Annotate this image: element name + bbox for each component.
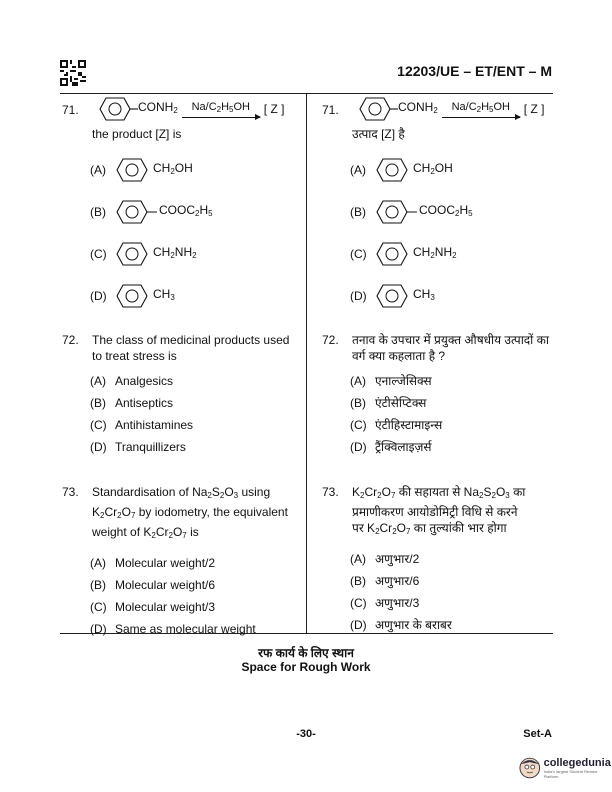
option-b[interactable]: (B) Molecular weight/6 (90, 578, 216, 592)
benzene-ring-icon (375, 199, 417, 225)
option-d[interactable]: (D) Same as molecular weight (90, 622, 256, 636)
question-72 (62, 332, 292, 364)
option-b[interactable]: (B) $COOC_2H_5$ (90, 198, 292, 226)
benzene-ring-icon (115, 241, 151, 267)
benzene-ring-icon (115, 283, 151, 309)
column-divider (306, 93, 307, 633)
question-number: 72. (62, 333, 79, 347)
option-c[interactable]: (C) $CH_2NH_2$ (90, 240, 292, 268)
reaction-arrow (182, 101, 260, 118)
collegedunia-logo (519, 757, 612, 779)
question-stem: तनाव के उपचार में प्रयुक्त औषधीय उत्पादों का वर्ग क्या कहलाता है ? (352, 333, 549, 363)
rough-work-title-hindi: रफ कार्य के लिए स्थान (258, 646, 354, 660)
question-71 (322, 96, 552, 122)
paper-code: 12203/UE – ET/ENT – M (397, 63, 552, 79)
reactant-formula: $CONH_2$ (138, 100, 178, 115)
rough-work-title: Space for Rough Work (241, 660, 371, 674)
question-number: 71. (62, 103, 79, 117)
reagent: $Na/C_2H_5OH$ (191, 100, 250, 114)
reactant-formula: $CONH_2$ (398, 100, 438, 115)
question-stem: The class of medicinal products used to treat stress is (92, 333, 290, 363)
option-d[interactable]: (D) $CH_3$ (90, 282, 292, 310)
hindi-column (322, 96, 552, 636)
reaction-arrow (442, 101, 520, 118)
product: [ Z ] (523, 102, 545, 116)
benzene-ring-icon (352, 96, 398, 122)
reaction (352, 96, 552, 122)
benzene-ring-icon (375, 157, 411, 183)
question-number: 71. (322, 103, 339, 117)
option-b[interactable]: (B) एंटीसेप्टिक्स (350, 396, 427, 410)
logo-brand: collegedunia (543, 756, 611, 769)
option-c[interactable]: (C) अणुभार/3 (350, 596, 420, 610)
option-c[interactable]: (C) Molecular weight/3 (90, 600, 216, 614)
question-number: 73. (62, 485, 79, 499)
benzene-ring-icon (92, 96, 138, 122)
question-73 (62, 484, 292, 544)
question-71 (62, 96, 292, 122)
benzene-ring-icon (115, 157, 151, 183)
option-c[interactable]: (C) $CH_2NH_2$ (350, 240, 552, 268)
option-b[interactable]: (B) अणुभार/6 (350, 574, 420, 588)
question-stem: Standardisation of $Na_2S_2O_3$ using $K_2Cr_2O_7$ by iodometry, the equivalent weight of $K_2Cr_2O_7$ is (92, 485, 288, 540)
option-a[interactable]: (A) $CH_2OH$ (350, 156, 552, 184)
option-d[interactable]: (D) अणुभार के बराबर (350, 618, 452, 632)
option-d[interactable]: (D) $CH_3$ (350, 282, 552, 310)
question-number: 72. (322, 333, 339, 347)
qr-code-icon (60, 60, 86, 86)
option-a[interactable]: (A) Analgesics (90, 374, 174, 388)
set-label: Set-A (523, 728, 552, 740)
benzene-ring-icon (375, 283, 411, 309)
logo-tagline: India's largest Student Review Platform (543, 768, 598, 779)
reaction (92, 96, 292, 122)
option-a[interactable]: (A) एनाल्जेसिक्स (350, 374, 432, 388)
question-stem: the product [Z] is (92, 127, 182, 141)
logo-mascot-icon (519, 757, 541, 779)
option-a[interactable]: (A) अणुभार/2 (350, 552, 420, 566)
option-c[interactable]: (C) एंटीहिस्टामाइन्स (350, 418, 443, 432)
english-column (62, 96, 292, 640)
question-stem: $K_2Cr_2O_7$ की सहायता से $Na_2S_2O_3$ का प्रमाणीकरण आयोडोमिट्री विधि से करने पर $K_2Cr_2O_7$ का तुल्यांकी भार होगा (352, 485, 526, 536)
question-72 (322, 332, 552, 364)
product: [ Z ] (263, 102, 285, 116)
page-number: -30- (296, 728, 316, 740)
option-b[interactable]: (B) $COOC_2H_5$ (350, 198, 552, 226)
reagent: $Na/C_2H_5OH$ (451, 100, 510, 114)
option-d[interactable]: (D) ट्रैंक्विलाइज़र्स (350, 440, 432, 454)
question-stem: उत्पाद [Z] है (352, 127, 405, 141)
benzene-ring-icon (375, 241, 411, 267)
option-c[interactable]: (C) Antihistamines (90, 418, 194, 432)
question-73 (322, 484, 552, 540)
option-b[interactable]: (B) Antiseptics (90, 396, 174, 410)
option-d[interactable]: (D) Tranquillizers (90, 440, 186, 454)
option-a[interactable]: (A) Molecular weight/2 (90, 556, 216, 570)
benzene-ring-icon (115, 199, 157, 225)
option-a[interactable]: (A) $CH_2OH$ (90, 156, 292, 184)
question-number: 73. (322, 485, 339, 499)
